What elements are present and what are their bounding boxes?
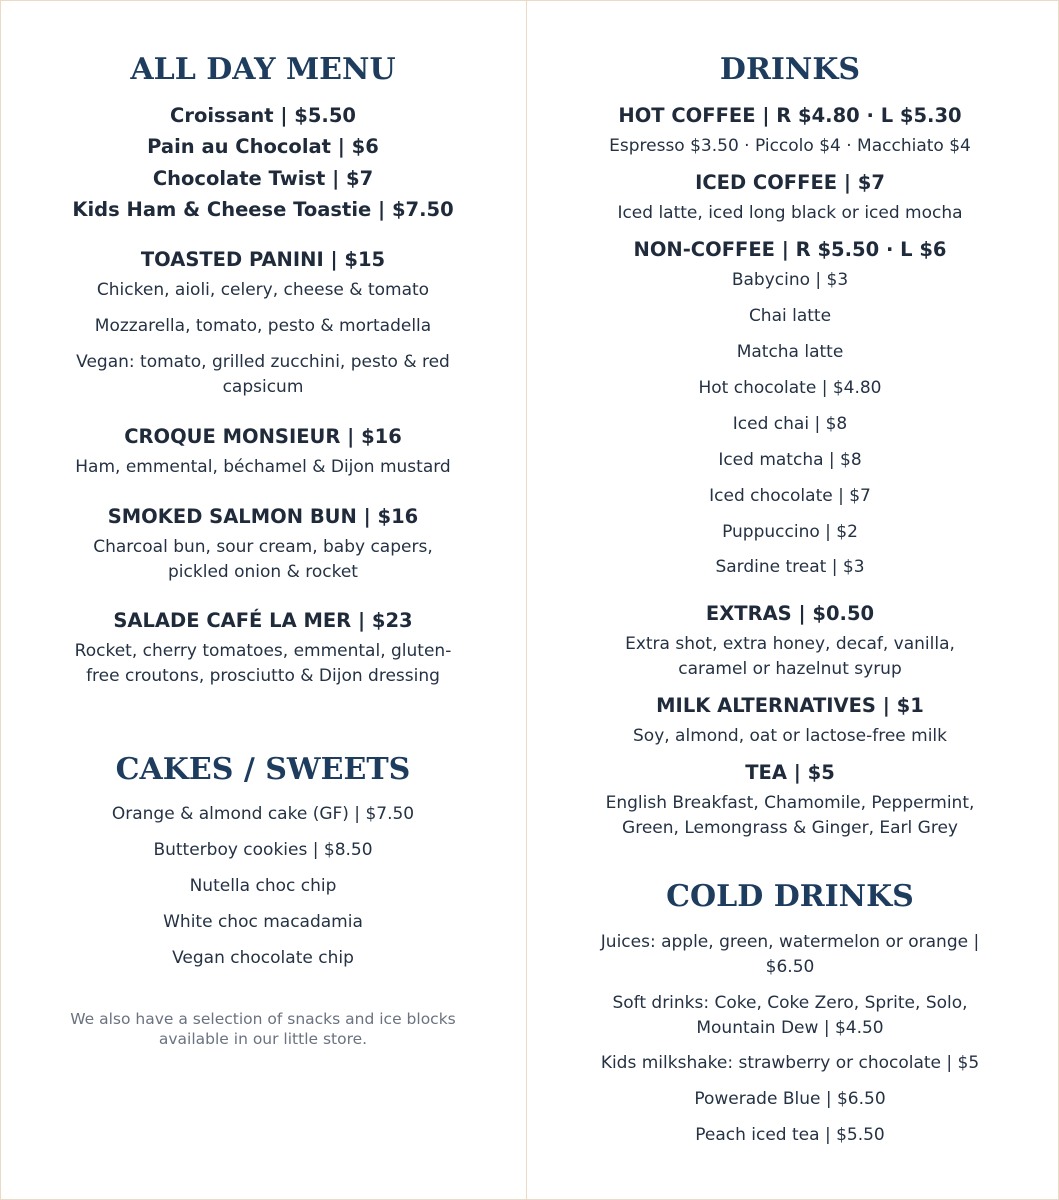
- cake-item-orange-almond: Orange & almond cake (GF) | $7.50: [111, 804, 415, 824]
- drinks-title: DRINKS: [719, 52, 861, 87]
- non-coffee-item-matcha-latte: Matcha latte: [736, 342, 844, 362]
- all-day-menu-title: ALL DAY MENU: [130, 52, 396, 87]
- tea-description: English Breakfast, Chamomile, Peppermint, Green, Lemongrass & Ginger, Earl Grey: [605, 793, 975, 838]
- extras-heading: EXTRAS | $0.50: [705, 602, 875, 625]
- smoked-salmon-bun-heading: SMOKED SALMON BUN | $16: [107, 505, 419, 528]
- non-coffee-heading: NON-COFFEE | R $5.50 · L $6: [633, 238, 947, 261]
- non-coffee-item-iced-chai: Iced chai | $8: [732, 414, 848, 434]
- cold-drink-soft-drinks: Soft drinks: Coke, Coke Zero, Sprite, Solo, Mountain Dew | $4.50: [612, 993, 968, 1038]
- non-coffee-item-iced-chocolate: Iced chocolate | $7: [709, 486, 871, 506]
- cold-drinks-title: COLD DRINKS: [666, 879, 914, 914]
- cakes-sweets-title: CAKES / SWEETS: [115, 752, 411, 787]
- cold-drink-powerade: Powerade Blue | $6.50: [694, 1089, 886, 1109]
- salade-heading: SALADE CAFÉ LA MER | $23: [113, 609, 413, 632]
- milk-alternatives-description: Soy, almond, oat or lactose-free milk: [633, 726, 947, 746]
- smoked-salmon-bun-description: Charcoal bun, sour cream, baby capers, pickled onion & rocket: [93, 537, 433, 582]
- non-coffee-item-sardine-treat: Sardine treat | $3: [715, 557, 865, 577]
- toasted-panini-heading: TOASTED PANINI | $15: [140, 248, 386, 271]
- croque-monsieur-heading: CROQUE MONSIEUR | $16: [124, 425, 402, 448]
- panini-option-vegan: Vegan: tomato, grilled zucchini, pesto & red capsicum: [76, 352, 450, 397]
- iced-coffee-heading: ICED COFFEE | $7: [695, 171, 885, 194]
- non-coffee-item-iced-matcha: Iced matcha | $8: [718, 450, 862, 470]
- non-coffee-item-babycino: Babycino | $3: [731, 270, 849, 290]
- cold-drink-peach-iced-tea: Peach iced tea | $5.50: [695, 1125, 885, 1145]
- panini-option-mozzarella: Mozzarella, tomato, pesto & mortadella: [94, 316, 432, 336]
- extras-description: Extra shot, extra honey, decaf, vanilla, caramel or hazelnut syrup: [625, 634, 955, 679]
- milk-alternatives-heading: MILK ALTERNATIVES | $1: [656, 694, 924, 717]
- store-note: We also have a selection of snacks and ice blocks available in our little store.: [70, 1010, 456, 1048]
- cake-item-butterboy: Butterboy cookies | $8.50: [153, 840, 373, 860]
- panini-option-chicken: Chicken, aioli, celery, cheese & tomato: [96, 280, 430, 300]
- cold-drink-juices: Juices: apple, green, watermelon or orange | $6.50: [600, 932, 980, 977]
- cold-drink-kids-milkshake: Kids milkshake: strawberry or chocolate | $5: [600, 1053, 980, 1073]
- menu-item-chocolate-twist: Chocolate Twist | $7: [152, 167, 374, 190]
- menu-item-kids-toastie: Kids Ham & Cheese Toastie | $7.50: [72, 198, 454, 221]
- non-coffee-item-puppuccino: Puppuccino | $2: [722, 522, 858, 542]
- hot-coffee-description: Espresso $3.50 · Piccolo $4 · Macchiato $4: [609, 136, 971, 156]
- hot-coffee-heading: HOT COFFEE | R $4.80 · L $5.30: [618, 104, 962, 127]
- cake-item-vegan-choc: Vegan chocolate chip: [172, 948, 354, 968]
- salade-description: Rocket, cherry tomatoes, emmental, gluten-free croutons, prosciutto & Dijon dressing: [74, 641, 452, 686]
- menu-item-croissant: Croissant | $5.50: [170, 104, 356, 127]
- cake-item-white-choc: White choc macadamia: [163, 912, 363, 932]
- tea-heading: TEA | $5: [745, 761, 835, 784]
- croque-monsieur-description: Ham, emmental, béchamel & Dijon mustard: [75, 457, 451, 477]
- non-coffee-item-hot-chocolate: Hot chocolate | $4.80: [698, 378, 882, 398]
- iced-coffee-description: Iced latte, iced long black or iced mocha: [617, 203, 963, 223]
- menu-item-pain-au-chocolat: Pain au Chocolat | $6: [147, 135, 379, 158]
- cake-item-nutella: Nutella choc chip: [189, 876, 337, 896]
- non-coffee-item-chai-latte: Chai latte: [748, 306, 832, 326]
